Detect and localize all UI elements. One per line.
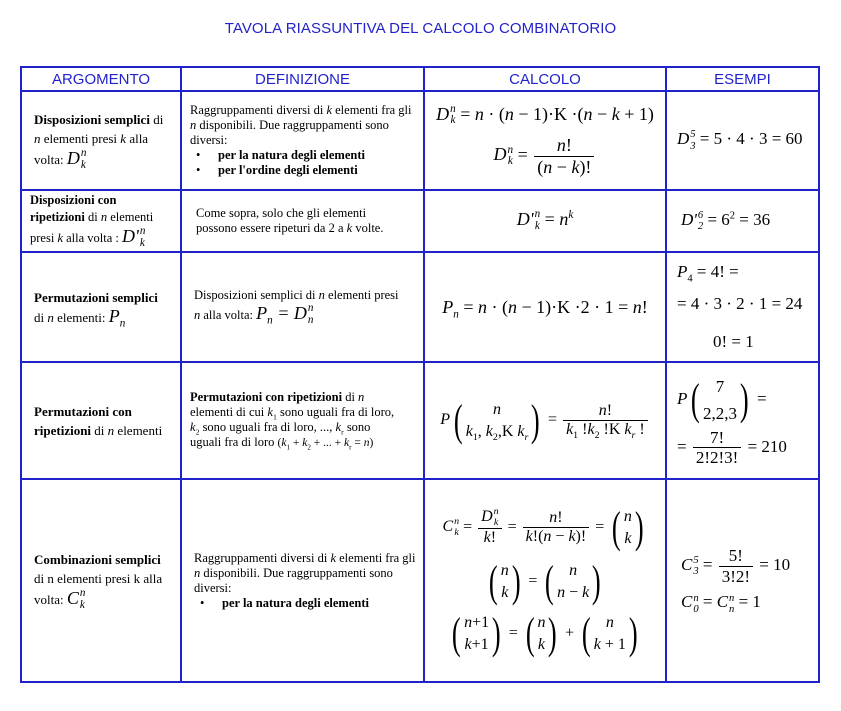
var-k: k — [346, 221, 353, 235]
var-k: k — [120, 130, 127, 146]
formula: C n k = D n k k! = $\frac{n!}{k!(n - k)!}$ = ( n k ) — [442, 502, 644, 552]
esempi-cell — [666, 362, 819, 479]
argomento-title: Combinazioni semplici — [34, 551, 161, 567]
argomento-text: alla volta : — [66, 231, 119, 246]
example-value: = 4! = — [696, 262, 739, 281]
definizione-cell: Permutazioni con ripetizioni di n elementi di cui $k_1$ sono uguali fra di loro, $k_2$ sono uguali fra di loro, ..., $k_r$ sono uguali fra di loro ($k_1 + k_2$ + ... + $k_r = n$) — [181, 362, 424, 479]
definizione-cell: Raggruppamenti diversi di k elementi fra gli n disponibili. Due raggruppamenti sono diversi: • per la natura degli elementi — [181, 479, 424, 682]
calcolo-cell — [424, 91, 666, 190]
calcolo-cell — [424, 252, 666, 362]
argomento-text: elementi presi — [43, 130, 118, 146]
definizione-text: Raggruppamenti diversi di — [194, 550, 328, 565]
definizione-text: elementi fra gli — [339, 550, 416, 565]
list-item: • per la natura degli elementi — [218, 148, 417, 163]
formula: ( n k ) = ( n n − k ) — [489, 556, 601, 606]
formula: P ( n $k_1$, $k_2,K$ $k_r$ ) = $\frac{n!}{k_1 !k_2 !K k_r !}$ — [440, 411, 649, 428]
example-line: C 5 3 = $\frac{5!}{3!2!}$ = 10 — [681, 546, 791, 586]
argomento-text: di — [34, 309, 45, 325]
example-value: = 36 — [739, 209, 771, 229]
formula: $P_n = D$ n n — [256, 301, 314, 327]
formula-symbol: D n k — [66, 146, 87, 171]
formula-symbol: C n k — [66, 586, 86, 611]
page-title: TAVOLA RIASSUNTIVA DEL CALCOLO COMBINATORIO — [224, 20, 617, 37]
definizione-text: uguali fra di loro — [190, 435, 275, 449]
example-value: = 10 — [759, 555, 791, 575]
table-row — [21, 91, 819, 190]
list-item: • per l'ordine degli elementi — [218, 163, 417, 178]
definizione-text: Disposizioni semplici di — [194, 287, 316, 302]
argomento-title: Permutazioni con ripetizioni — [34, 403, 132, 438]
esempi-cell: D' 6 2 = $6^2 = 36$ — [666, 190, 819, 252]
definizione-title: Permutazioni con ripetizioni — [190, 390, 343, 404]
argomento-text: elementi presi — [30, 210, 154, 246]
definizione-cell: Disposizioni semplici di n elementi presi n alla volta: $P_n = D$ n n — [181, 252, 424, 362]
example-line: = $\frac{7!}{2!2!3!}$ = 210 — [677, 427, 787, 468]
formula: ( n+1 k+1 ) = ( n k ) + ( n k + 1 ) — [452, 608, 638, 658]
definizione-text: Come sopra, solo che gli elementi — [196, 206, 367, 220]
table-row — [21, 252, 819, 362]
table-row — [21, 479, 819, 682]
table-row — [21, 362, 819, 479]
definizione-text: disponibili. Due raggruppamenti sono diversi: — [194, 565, 393, 595]
argomento-text: di — [153, 111, 164, 127]
definizione-text: Raggruppamenti diversi di — [190, 103, 324, 117]
argomento-text: volta: — [34, 151, 64, 167]
bullet-list — [194, 596, 417, 611]
table-row — [21, 190, 819, 252]
bullet-list — [190, 148, 417, 178]
formula: D n k = $\frac{n!}{(n - k)!}$ — [425, 135, 665, 177]
definizione-cell: Raggruppamenti diversi di k elementi fra gli n disponibili. Due raggruppamenti sono diversi: • per la natura degli elementi • per l'ordine degli elementi — [181, 91, 424, 190]
argomento-text: elementi: — [57, 309, 106, 325]
argomento-cell — [21, 362, 181, 479]
header-row — [21, 67, 819, 91]
argomento-cell — [21, 252, 181, 362]
definizione-text: sono uguali fra di loro, ..., — [202, 420, 333, 434]
definizione-cell — [181, 190, 424, 252]
argomento-text: elementi — [117, 422, 163, 438]
var-n: n — [100, 210, 108, 225]
example-line: $P_4 = 4$! = — [677, 262, 739, 285]
example-line: = 4 · 3 · 2 · 1 = 24 — [677, 294, 803, 313]
example-value: = 5 · 4 · 3 = 60 — [699, 129, 803, 149]
formula: D n k = n · (n − 1)·K ·(n − k + 1) — [436, 102, 654, 127]
example-line: 0! = 1 — [713, 332, 754, 351]
argomento-text: alla — [129, 130, 149, 146]
esempi-cell — [666, 479, 819, 682]
definizione-text: sono — [346, 420, 371, 434]
definizione-text: di — [345, 390, 355, 404]
header-argomento: ARGOMENTO — [21, 67, 181, 91]
var-n: n — [34, 130, 41, 146]
var-n: n — [318, 287, 325, 302]
list-item: • per la natura degli elementi — [222, 596, 417, 611]
example-value: = 1 — [738, 592, 761, 612]
example-line: P ( 7 2,2,3 ) = — [677, 375, 767, 425]
var-k: k — [57, 231, 63, 246]
definizione-text: elementi presi — [328, 287, 399, 302]
definizione-text: possono essere ripeturi da 2 a — [196, 221, 344, 235]
esempi-cell — [666, 252, 819, 362]
definizione-text: disponibili. Due raggruppamenti sono diversi: — [190, 118, 389, 147]
formula-symbol: $P_n$ — [108, 305, 126, 330]
header-definizione: DEFINIZIONE — [181, 67, 424, 91]
argomento-cell — [21, 479, 181, 682]
argomento-title: Disposizioni semplici — [34, 111, 150, 127]
calcolo-cell — [424, 362, 666, 479]
example-line: C n 0 = C n n = 1 — [681, 592, 761, 615]
definizione-text: elementi fra gli — [335, 103, 412, 117]
argomento-text: di — [87, 210, 98, 225]
definizione-text: alla volta: — [203, 307, 254, 322]
argomento-text: di — [94, 422, 105, 438]
formula: $P_n = n \cdot (n - 1)\cdot K \cdot 2 \cdot 1 = n$! — [442, 296, 648, 321]
definizione-text: elementi di cui — [190, 405, 265, 419]
argomento-text: di n elementi presi k alla volta: — [34, 570, 163, 607]
definizione-text: sono uguali fra di loro, — [279, 405, 395, 419]
argomento-cell — [21, 91, 181, 190]
summary-table — [20, 66, 820, 683]
var-n: n — [107, 422, 115, 438]
calcolo-cell — [424, 479, 666, 682]
argomento-cell — [21, 190, 181, 252]
var-n: n — [47, 309, 54, 325]
calcolo-cell — [424, 190, 666, 252]
header-esempi: ESEMPI — [666, 67, 819, 91]
formula: D' n k = $n^k$ — [516, 208, 574, 233]
esempi-cell: D 5 3 = 5 · 4 · 3 = 60 — [666, 91, 819, 190]
definizione-text: volte. — [355, 221, 384, 235]
argomento-title: Permutazioni semplici — [34, 289, 158, 305]
formula-symbol: D' n k — [122, 225, 146, 249]
argomento-title: Disposizioni con ripetizioni — [30, 193, 117, 225]
example-value: = 210 — [747, 436, 787, 456]
header-calcolo: CALCOLO — [424, 67, 666, 91]
